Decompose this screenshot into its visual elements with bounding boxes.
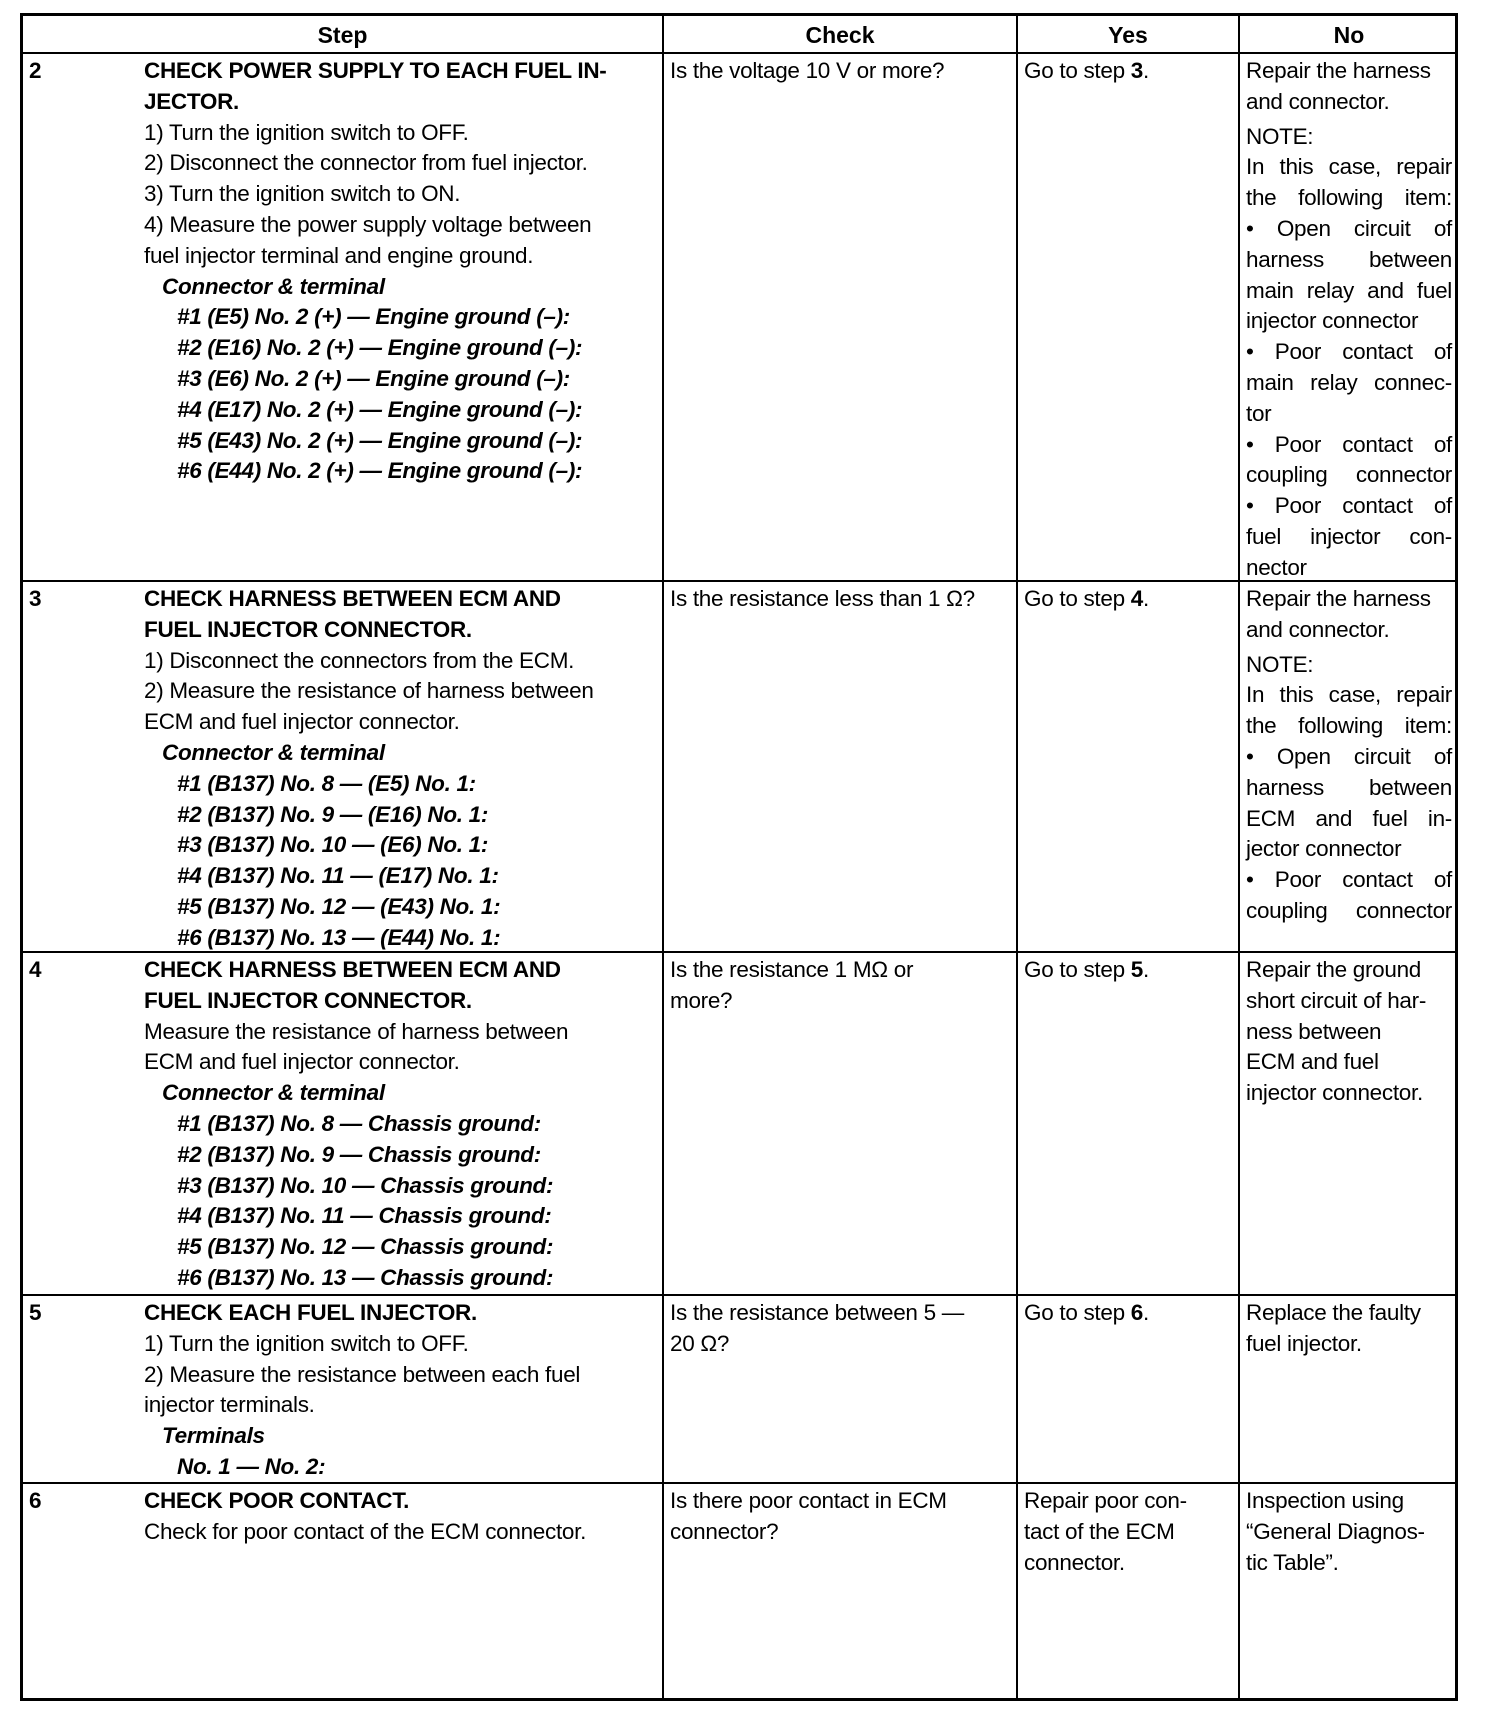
step-reference: 6 [1130,1300,1143,1325]
punctuation: . [1142,58,1149,83]
yes-action [1024,56,1236,87]
column-divider [1238,16,1240,1698]
go-to-step-link[interactable] [1024,56,1236,87]
terminal-spec: #1 (B137) No. 8 — Chassis ground: [177,1110,541,1136]
yes-line: Repair poor con- [1024,1488,1187,1513]
terminal-spec: #3 (B137) No. 10 — Chassis ground: [177,1172,554,1198]
no-line: ness between [1246,1018,1382,1044]
no-action [1246,56,1452,584]
no-line: the following item: [1246,713,1452,739]
instruction-line: 1) Disconnect the connectors from the ECM. [144,647,575,673]
step-number: 6 [29,1488,42,1513]
instruction-line: Check for poor contact of the ECM connector. [144,1518,587,1544]
row-divider [23,1294,1455,1296]
no-line: Inspection using [1246,1488,1404,1513]
instruction-line: ECM and fuel injector connector. [144,1049,460,1075]
no-line: • Open circuit of [1246,215,1452,241]
terminal-spec: No. 1 — No. 2: [177,1453,326,1479]
no-line: ECM and fuel in- [1246,805,1452,831]
no-line: tic Table”. [1246,1549,1339,1575]
step-title: FUEL INJECTOR CONNECTOR. [144,616,472,642]
terminal-spec: #2 (B137) No. 9 — (E16) No. 1: [177,801,489,827]
terminal-spec: #5 (B137) No. 12 — Chassis ground: [177,1234,554,1260]
header-check: Check [805,22,875,48]
terminal-spec: #6 (B137) No. 13 — (E44) No. 1: [177,924,501,950]
terminal-spec: #2 (E16) No. 2 (+) — Engine ground (–): [177,335,583,361]
step-reference: 4 [1130,586,1143,611]
step-title: CHECK HARNESS BETWEEN ECM AND [144,957,561,982]
go-to-step-link[interactable] [1024,584,1236,615]
step-number: 2 [29,58,42,83]
no-line: Replace the faulty [1246,1300,1421,1325]
check-question [670,1298,1014,1360]
no-action [1246,584,1452,927]
no-line: harness between [1246,774,1452,800]
connector-heading: Connector & terminal [162,273,385,299]
note-label: NOTE: [1246,123,1314,149]
terminal-spec: #4 (B137) No. 11 — (E17) No. 1: [177,863,499,889]
go-to-label: Go to step [1024,58,1131,83]
connector-heading: Connector & terminal [162,739,385,765]
header-yes: Yes [1108,22,1148,48]
no-line: Repair the harness [1246,586,1431,611]
check-line: Is the resistance less than 1 Ω? [670,586,975,611]
connector-heading: Terminals [162,1423,265,1449]
no-line: main relay connec- [1246,369,1452,395]
punctuation: . [1142,586,1149,611]
diagnostic-table [20,13,1458,1701]
terminal-spec: #4 (B137) No. 11 — Chassis ground: [177,1203,552,1229]
step-title: FUEL INJECTOR CONNECTOR. [144,987,472,1013]
no-line: tor [1246,400,1272,426]
go-to-step-link[interactable] [1024,955,1236,986]
check-question [670,584,1014,615]
yes-line: connector. [1024,1549,1125,1575]
step-instructions [144,955,659,1294]
no-line: Repair the ground [1246,957,1422,982]
yes-action [1024,584,1236,615]
connector-heading: Connector & terminal [162,1080,385,1106]
no-line: In this case, repair [1246,154,1452,180]
check-line: 20 Ω? [670,1330,730,1356]
no-line: main relay and fuel [1246,277,1452,303]
go-to-label: Go to step [1024,1300,1131,1325]
punctuation: . [1142,957,1149,982]
step-reference: 3 [1130,58,1143,83]
step-instructions [144,1298,659,1483]
check-question [670,955,1014,1017]
no-line: short circuit of har- [1246,987,1427,1013]
no-line: • Poor contact of [1246,339,1452,365]
column-divider [662,16,664,1698]
check-question [670,1486,1014,1548]
yes-action [1024,1298,1236,1329]
terminal-spec: #1 (B137) No. 8 — (E5) No. 1: [177,770,476,796]
terminal-spec: #6 (E44) No. 2 (+) — Engine ground (–): [177,458,583,484]
terminal-spec: #3 (B137) No. 10 — (E6) No. 1: [177,832,489,858]
no-line: injector connector [1246,308,1419,334]
no-line: “General Diagnos- [1246,1518,1425,1544]
no-line: fuel injector. [1246,1330,1362,1356]
instruction-line: fuel injector terminal and engine ground. [144,242,534,268]
check-line: Is the resistance between 5 — [670,1300,964,1325]
terminal-spec: #5 (B137) No. 12 — (E43) No. 1: [177,893,501,919]
yes-action [1024,955,1236,986]
no-line: jector connector [1246,836,1402,862]
no-action [1246,1486,1452,1578]
no-line: • Open circuit of [1246,743,1452,769]
step-number: 3 [29,586,42,611]
step-reference: 5 [1130,957,1143,982]
go-to-label: Go to step [1024,586,1131,611]
no-line: • Poor contact of [1246,493,1452,519]
step-instructions [144,56,659,487]
instruction-line: injector terminals. [144,1392,315,1418]
no-line: • Poor contact of [1246,867,1452,893]
check-line: Is the resistance 1 MΩ or [670,957,914,982]
no-line: • Poor contact of [1246,431,1452,457]
step-title: CHECK EACH FUEL INJECTOR. [144,1300,477,1325]
no-line: and connector. [1246,88,1390,114]
yes-action [1024,1486,1236,1578]
no-line: the following item: [1246,185,1452,211]
no-line: injector connector. [1246,1080,1423,1106]
instruction-line: 1) Turn the ignition switch to OFF. [144,1330,469,1356]
no-line: ECM and fuel [1246,1049,1379,1075]
yes-line: tact of the ECM [1024,1518,1175,1544]
terminal-spec: #5 (E43) No. 2 (+) — Engine ground (–): [177,427,583,453]
no-line: coupling connector [1246,897,1452,923]
instruction-line: 2) Disconnect the connector from fuel injector. [144,150,588,176]
header-no: No [1333,22,1365,48]
check-question [670,56,1014,87]
no-line: and connector. [1246,616,1390,642]
terminal-spec: #1 (E5) No. 2 (+) — Engine ground (–): [177,304,570,330]
no-line: nector [1246,554,1307,580]
instruction-line: 1) Turn the ignition switch to OFF. [144,119,469,145]
instruction-line: 3) Turn the ignition switch to ON. [144,181,461,207]
instruction-line: 2) Measure the resistance of harness between [144,678,594,704]
check-line: more? [670,987,733,1013]
terminal-spec: #4 (E17) No. 2 (+) — Engine ground (–): [177,396,583,422]
instruction-line: 4) Measure the power supply voltage between [144,211,592,237]
step-title: CHECK HARNESS BETWEEN ECM AND [144,586,561,611]
no-line: Repair the harness [1246,58,1431,83]
instruction-line: ECM and fuel injector connector. [144,709,460,735]
check-line: Is there poor contact in ECM [670,1488,947,1513]
instruction-line: Measure the resistance of harness between [144,1018,569,1044]
go-to-label: Go to step [1024,957,1131,982]
terminal-spec: #3 (E6) No. 2 (+) — Engine ground (–): [177,365,570,391]
no-action [1246,955,1452,1109]
no-line: fuel injector con- [1246,523,1452,549]
no-line: In this case, repair [1246,682,1452,708]
go-to-step-link[interactable] [1024,1298,1236,1329]
no-line: harness between [1246,246,1452,272]
step-title: CHECK POWER SUPPLY TO EACH FUEL IN- [144,58,607,83]
instruction-line: 2) Measure the resistance between each fuel [144,1361,581,1387]
step-instructions [144,1486,659,1548]
check-line: connector? [670,1518,779,1544]
punctuation: . [1142,1300,1149,1325]
terminal-spec: #2 (B137) No. 9 — Chassis ground: [177,1141,541,1167]
header-step: Step [317,22,368,48]
step-number: 4 [29,957,42,982]
step-number: 5 [29,1300,42,1325]
note-label: NOTE: [1246,651,1314,677]
step-title: CHECK POOR CONTACT. [144,1488,410,1513]
no-action [1246,1298,1452,1360]
row-divider [23,52,1455,54]
terminal-spec: #6 (B137) No. 13 — Chassis ground: [177,1264,554,1290]
step-instructions [144,584,659,954]
column-divider [1016,16,1018,1698]
step-title: JECTOR. [144,88,240,114]
no-line: coupling connector [1246,462,1452,488]
row-divider [23,580,1455,582]
check-line: Is the voltage 10 V or more? [670,58,945,83]
